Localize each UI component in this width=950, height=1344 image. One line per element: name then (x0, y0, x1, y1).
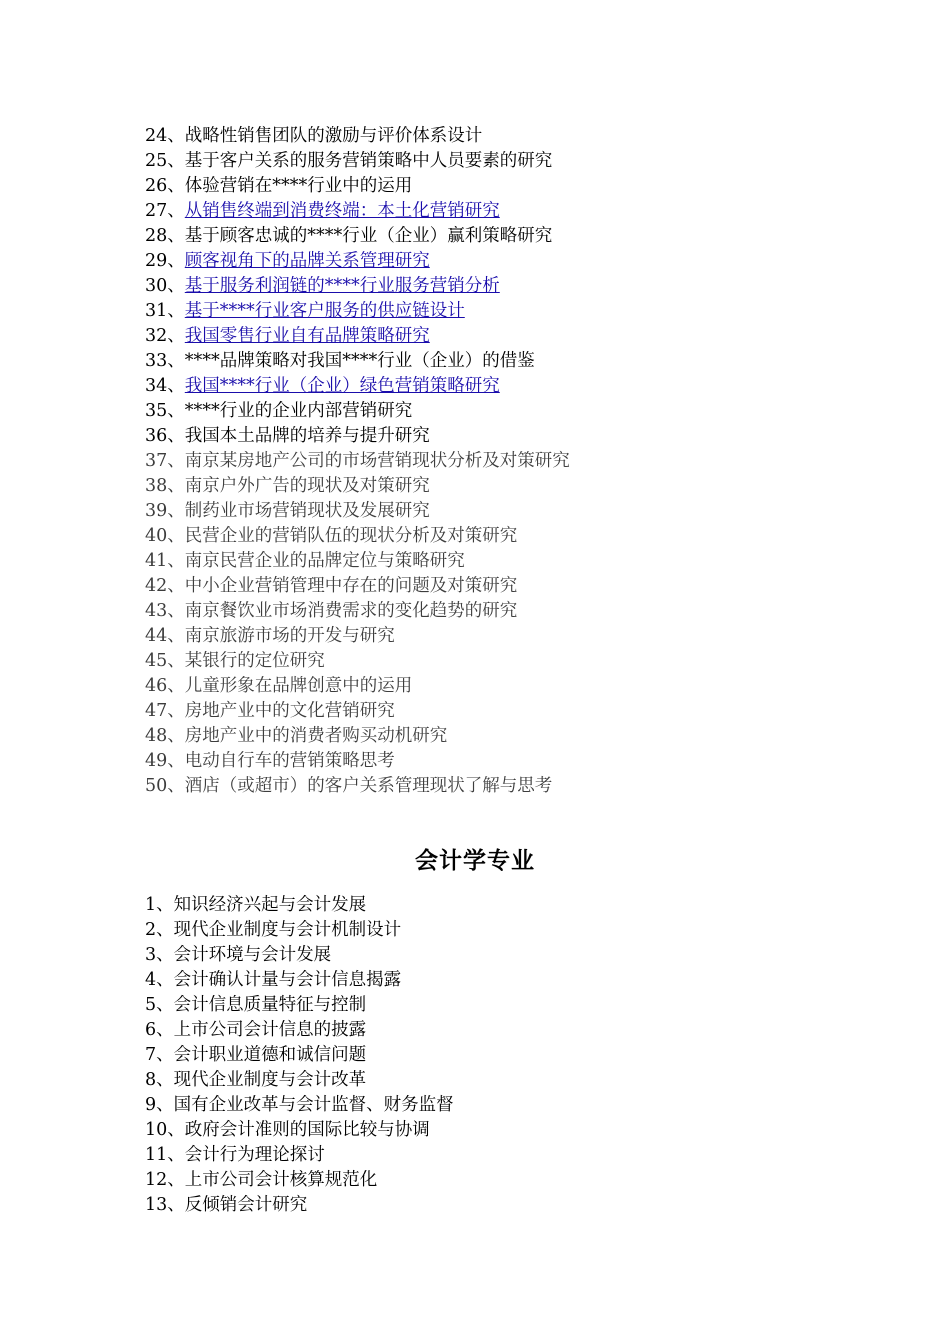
topic-number: 48、 (145, 726, 185, 746)
topic-number: 41、 (145, 551, 185, 571)
topic-item (145, 474, 570, 499)
topic-title: 南京民营企业的品牌定位与策略研究 (184, 551, 465, 571)
topic-item[interactable] (145, 199, 570, 224)
topic-title: 基于顾客忠诚的****行业（企业）赢利策略研究 (184, 226, 553, 246)
topic-item (145, 399, 570, 424)
topic-number: 47、 (145, 701, 185, 721)
topic-title: 房地产业中的消费者购买动机研究 (184, 726, 448, 746)
topic-number: 27、 (145, 201, 185, 221)
topic-number: 8、 (145, 1070, 174, 1090)
topic-title: 战略性销售团队的激励与评价体系设计 (184, 126, 483, 146)
topic-item (145, 649, 570, 674)
topic-title: ****品牌策略对我国****行业（企业）的借鉴 (184, 351, 535, 371)
topic-title: 中小企业营销管理中存在的问题及对策研究 (184, 576, 518, 596)
topic-number: 50、 (145, 776, 185, 796)
topic-number: 32、 (145, 326, 185, 346)
topic-item (145, 1018, 454, 1043)
topic-number: 3、 (145, 945, 174, 965)
topic-link[interactable]: 我国****行业（企业）绿色营销策略研究 (184, 376, 500, 396)
topic-number: 43、 (145, 601, 185, 621)
topic-number: 28、 (145, 226, 185, 246)
topic-item (145, 149, 570, 174)
topic-number: 33、 (145, 351, 185, 371)
topic-number: 40、 (145, 526, 185, 546)
topic-link[interactable]: 顾客视角下的品牌关系管理研究 (184, 251, 430, 271)
topic-item (145, 993, 454, 1018)
topic-item (145, 1068, 454, 1093)
topic-item (145, 224, 570, 249)
topic-title: 政府会计准则的国际比较与协调 (184, 1120, 430, 1140)
topic-title: 会计确认计量与会计信息揭露 (173, 970, 402, 990)
topic-number: 30、 (145, 276, 185, 296)
topic-number: 46、 (145, 676, 185, 696)
topic-link[interactable]: 基于****行业客户服务的供应链设计 (184, 301, 465, 321)
topic-link[interactable]: 基于服务利润链的****行业服务营销分析 (184, 276, 500, 296)
topic-item (145, 1193, 454, 1218)
topic-item (145, 943, 454, 968)
topic-item (145, 599, 570, 624)
topic-title: 儿童形象在品牌创意中的运用 (184, 676, 413, 696)
topic-number: 12、 (145, 1170, 185, 1190)
topic-number: 35、 (145, 401, 185, 421)
topic-link[interactable]: 从销售终端到消费终端：本土化营销研究 (184, 201, 500, 221)
topic-item (145, 749, 570, 774)
topic-item (145, 124, 570, 149)
topic-number: 1、 (145, 895, 174, 915)
topic-number: 31、 (145, 301, 185, 321)
topic-number: 44、 (145, 626, 185, 646)
topic-title: 制药业市场营销现状及发展研究 (184, 501, 430, 521)
topic-title: 体验营销在****行业中的运用 (184, 176, 413, 196)
topic-item (145, 1118, 454, 1143)
topic-item (145, 1143, 454, 1168)
topic-item[interactable] (145, 274, 570, 299)
topic-item (145, 449, 570, 474)
topic-item[interactable] (145, 249, 570, 274)
topic-title: 房地产业中的文化营销研究 (184, 701, 395, 721)
topic-item[interactable] (145, 324, 570, 349)
topic-title: 某银行的定位研究 (184, 651, 325, 671)
topic-number: 10、 (145, 1120, 185, 1140)
topic-link[interactable]: 我国零售行业自有品牌策略研究 (184, 326, 430, 346)
topic-item (145, 624, 570, 649)
topic-number: 39、 (145, 501, 185, 521)
topic-title: 会计环境与会计发展 (173, 945, 332, 965)
topic-item (145, 1168, 454, 1193)
topic-title: 知识经济兴起与会计发展 (173, 895, 367, 915)
topic-title: 基于客户关系的服务营销策略中人员要素的研究 (184, 151, 553, 171)
topic-title: 国有企业改革与会计监督、财务监督 (173, 1095, 454, 1115)
topic-item (145, 174, 570, 199)
topic-number: 38、 (145, 476, 185, 496)
topic-number: 24、 (145, 126, 185, 146)
topic-number: 9、 (145, 1095, 174, 1115)
topic-item (145, 549, 570, 574)
topic-number: 25、 (145, 151, 185, 171)
topic-item (145, 1043, 454, 1068)
topic-item (145, 524, 570, 549)
topic-item (145, 968, 454, 993)
topic-title: 南京餐饮业市场消费需求的变化趋势的研究 (184, 601, 518, 621)
topic-number: 36、 (145, 426, 185, 446)
topic-title: 现代企业制度与会计机制设计 (173, 920, 402, 940)
topic-title: ****行业的企业内部营销研究 (184, 401, 413, 421)
topic-item[interactable] (145, 374, 570, 399)
topic-item (145, 724, 570, 749)
topic-item (145, 574, 570, 599)
topic-number: 37、 (145, 451, 185, 471)
topic-number: 45、 (145, 651, 185, 671)
topic-title: 会计信息质量特征与控制 (173, 995, 367, 1015)
topic-number: 4、 (145, 970, 174, 990)
topic-number: 6、 (145, 1020, 174, 1040)
topic-title: 上市公司会计核算规范化 (184, 1170, 378, 1190)
topic-title: 南京某房地产公司的市场营销现状分析及对策研究 (184, 451, 570, 471)
topic-title: 会计行为理论探讨 (184, 1145, 325, 1165)
topic-item (145, 674, 570, 699)
topic-title: 酒店（或超市）的客户关系管理现状了解与思考 (184, 776, 553, 796)
topic-item (145, 774, 570, 799)
topic-item (145, 1093, 454, 1118)
topic-title: 我国本土品牌的培养与提升研究 (184, 426, 430, 446)
topic-item (145, 499, 570, 524)
topic-number: 34、 (145, 376, 185, 396)
topic-item (145, 699, 570, 724)
accounting-topic-list (145, 893, 454, 1218)
topic-number: 7、 (145, 1045, 174, 1065)
topic-title: 现代企业制度与会计改革 (173, 1070, 367, 1090)
topic-number: 26、 (145, 176, 185, 196)
topic-number: 11、 (145, 1145, 185, 1165)
topic-title: 会计职业道德和诚信问题 (173, 1045, 367, 1065)
topic-item (145, 349, 570, 374)
topic-number: 5、 (145, 995, 174, 1015)
topic-number: 42、 (145, 576, 185, 596)
topic-number: 13、 (145, 1195, 185, 1215)
topic-title: 反倾销会计研究 (184, 1195, 308, 1215)
topic-number: 2、 (145, 920, 174, 940)
topic-item (145, 918, 454, 943)
topic-title: 电动自行车的营销策略思考 (184, 751, 395, 771)
section-heading-accounting: 会计学专业 (415, 848, 535, 874)
topic-number: 49、 (145, 751, 185, 771)
topic-item (145, 424, 570, 449)
topic-title: 南京旅游市场的开发与研究 (184, 626, 395, 646)
marketing-topic-list (145, 124, 570, 799)
topic-number: 29、 (145, 251, 185, 271)
topic-title: 民营企业的营销队伍的现状分析及对策研究 (184, 526, 518, 546)
topic-title: 上市公司会计信息的披露 (173, 1020, 367, 1040)
topic-item (145, 893, 454, 918)
topic-title: 南京户外广告的现状及对策研究 (184, 476, 430, 496)
topic-item[interactable] (145, 299, 570, 324)
